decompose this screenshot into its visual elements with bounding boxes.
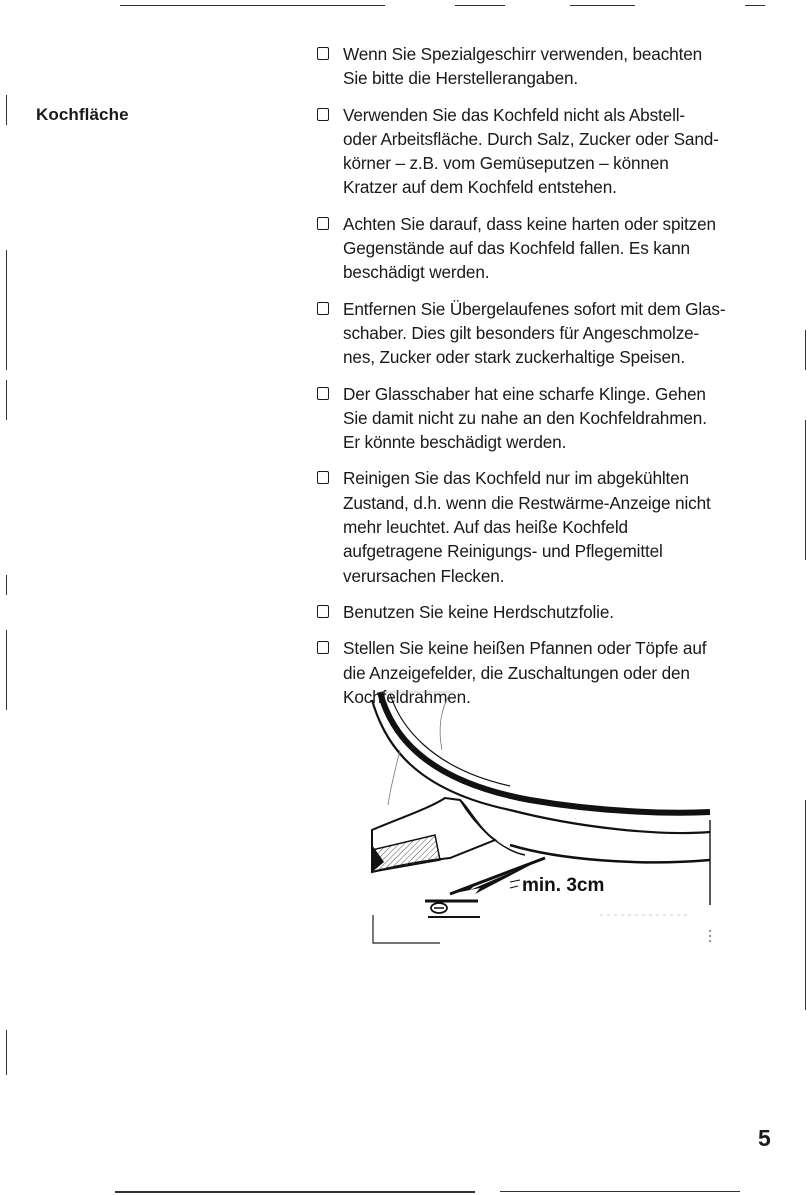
list-item-text: Verwenden Sie das Kochfeld nicht als Abstell- oder Arbeitsfläche. Durch Salz, Zucker oder Sand- körner – z.B. vom Gemüseputzen – können Kratzer auf dem Kochfeld entstehen. — [343, 104, 719, 198]
pan-distance-illustration — [360, 690, 730, 960]
scan-edge-mark — [455, 5, 505, 6]
list-item-text: Achten Sie darauf, dass keine harten oder spitzen Gegenstände auf das Kochfeld fallen. Es kann beschädigt werden. — [343, 213, 716, 283]
scan-edge-mark — [805, 800, 806, 1010]
indicator-symbol — [425, 901, 480, 917]
checkbox-bullet-icon — [317, 302, 329, 315]
scan-edge-mark — [120, 5, 385, 6]
scan-edge-mark — [745, 5, 765, 6]
checkbox-bullet-icon — [317, 108, 329, 121]
list-item-text: Stellen Sie keine heißen Pfannen oder Töpfe auf die Anzeigefelder, die Zuschaltungen oder den Kochfeldrahmen. — [343, 638, 707, 707]
list-item — [316, 382, 786, 455]
list-item-text: Reinigen Sie das Kochfeld nur im abgekühlten Zustand, d.h. wenn die Restwärme-Anzeige nicht mehr leuchtet. Auf das heiße Kochfeld aufgetragene Reinigungs- und Pflegemittel verursachen Flecken. — [343, 468, 711, 586]
list-item — [316, 212, 786, 285]
scan-edge-mark — [6, 95, 7, 125]
scan-edge-mark — [6, 250, 7, 370]
list-item-text: Benutzen Sie keine Herdschutzfolie. — [343, 601, 614, 622]
checkbox-bullet-icon — [317, 387, 329, 400]
checkbox-bullet-icon — [317, 47, 329, 60]
section-heading: Kochfläche — [36, 105, 129, 124]
scan-edge-mark — [6, 380, 7, 420]
scan-edge-mark — [500, 1191, 740, 1192]
list-item-text: Wenn Sie Spezialgeschirr verwenden, beachten Sie bitte die Herstellerangaben. — [343, 44, 703, 89]
list-item-text: Entfernen Sie Übergelaufenes sofort mit dem Glas- schaber. Dies gilt besonders für Angeschmolze- nes, Zucker oder stark zuckerhaltige Speisen. — [343, 298, 726, 368]
list-item — [316, 103, 786, 200]
scan-edge-mark — [115, 1191, 475, 1193]
checkbox-bullet-icon — [317, 471, 329, 484]
scan-edge-mark — [6, 1030, 7, 1075]
scan-edge-mark — [570, 5, 635, 6]
scan-edge-mark — [6, 575, 7, 595]
pan-on-cooktop-drawing — [360, 690, 730, 960]
scan-edge-mark — [805, 420, 806, 560]
checkbox-bullet-icon — [317, 641, 329, 654]
list-item — [316, 42, 786, 91]
list-item-text: Der Glasschaber hat eine scharfe Klinge. Gehen Sie damit nicht zu nahe an den Kochfeldrahmen. Er könnte beschädigt werden. — [343, 383, 707, 453]
page-number: 5 — [758, 1125, 771, 1151]
checkbox-bullet-icon — [317, 605, 329, 618]
scan-edge-mark — [805, 330, 806, 370]
list-item — [316, 297, 786, 370]
instruction-list — [316, 42, 786, 721]
list-item — [316, 466, 786, 587]
checkbox-bullet-icon — [317, 217, 329, 230]
list-item — [316, 600, 786, 624]
scan-edge-mark — [6, 630, 7, 710]
distance-label: min. 3cm — [522, 875, 605, 896]
